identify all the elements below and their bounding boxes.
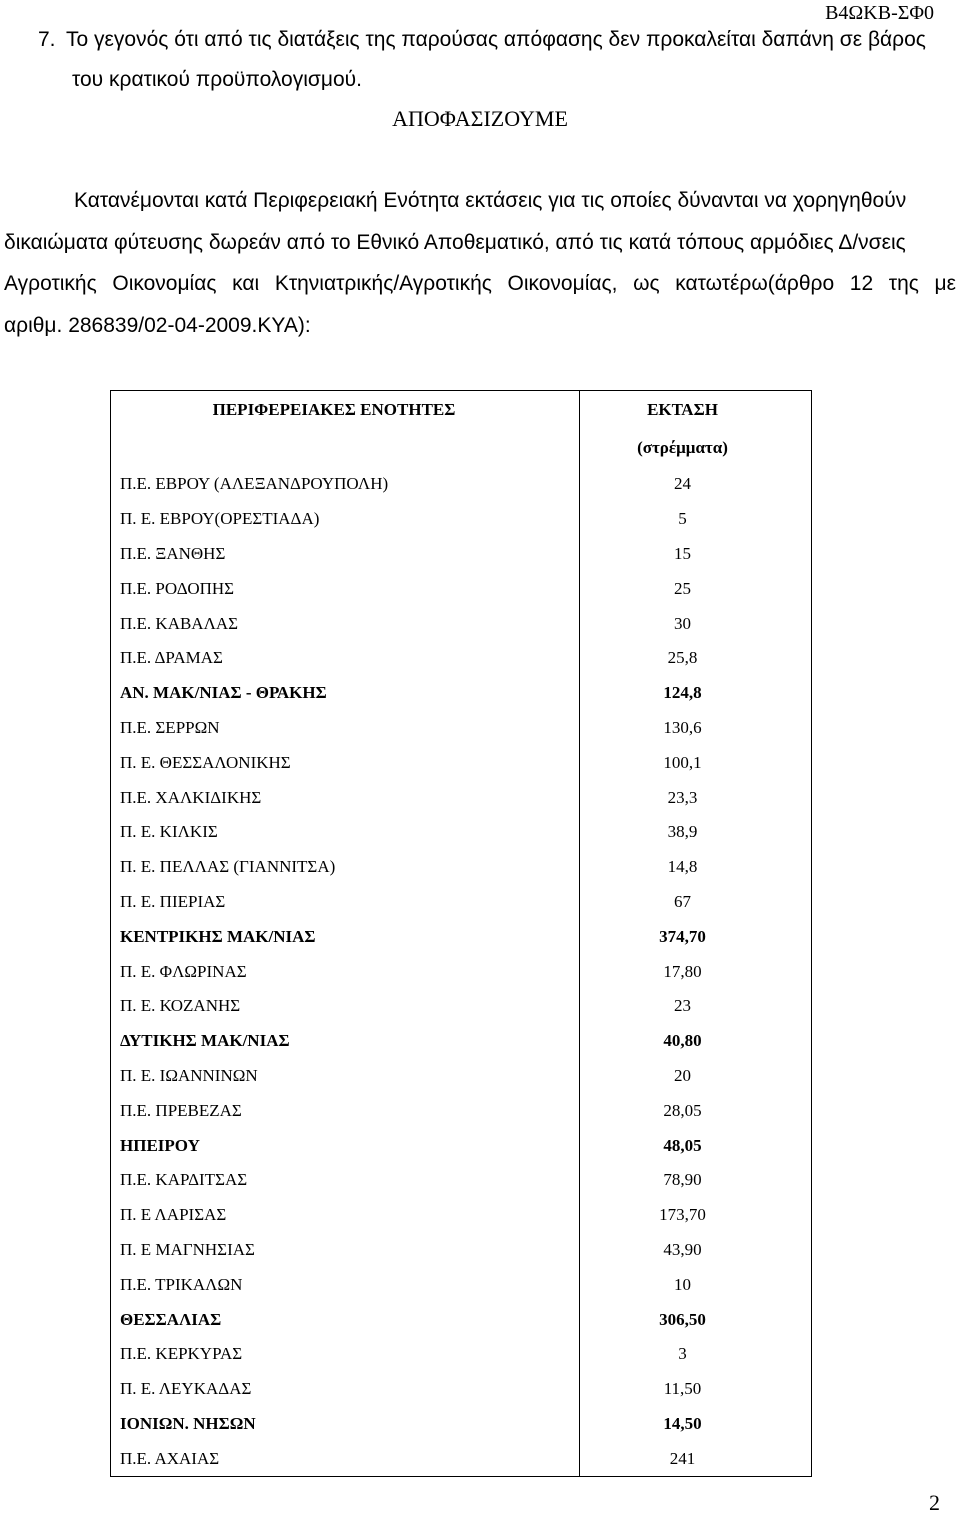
region-name-cell: Π. Ε. ΠΕΛΛΑΣ (ΓΙΑΝΝΙΤΣΑ) <box>120 857 336 877</box>
table-row <box>111 1233 812 1268</box>
area-value-cell: 306,50 <box>580 1302 812 1337</box>
region-name-cell: Π.Ε. ΤΡΙΚΑΛΩΝ <box>120 1274 243 1294</box>
region-name-cell: Π.Ε. ΣΕΡΡΩΝ <box>120 717 220 737</box>
table-row <box>111 1093 812 1128</box>
paragraph-line-1: Κατανέμονται κατά Περιφερειακή Ενότητα εκτάσεις για τις οποίες δύνανται να χορηγηθούν <box>74 189 907 212</box>
region-name-cell: Π. Ε. ΚΙΛΚΙΣ <box>120 822 218 842</box>
table-header-row <box>111 391 812 430</box>
area-value-cell: 173,70 <box>580 1198 812 1233</box>
region-name-cell: ΔΥΤΙΚΗΣ ΜΑΚ/ΝΙΑΣ <box>120 1031 290 1051</box>
region-name-cell: Π.Ε. ΑΧΑΙΑΣ <box>120 1448 220 1468</box>
region-name-cell: ΙΟΝΙΩΝ. ΝΗΣΩΝ <box>120 1413 256 1433</box>
region-name-cell: Π.Ε. ΚΑΒΑΛΑΣ <box>120 613 239 633</box>
area-value-cell: 38,9 <box>580 815 812 850</box>
table-row <box>111 989 812 1024</box>
region-name-cell: Π.Ε. ΚΑΡΔΙΤΣΑΣ <box>120 1170 248 1190</box>
table-subtotal-row <box>111 1302 812 1337</box>
table-row <box>111 1198 812 1233</box>
area-value-cell: 40,80 <box>580 1024 812 1059</box>
table-row <box>111 815 812 850</box>
table-row <box>111 641 812 676</box>
area-value-cell: 25 <box>580 571 812 606</box>
area-value-cell: 124,8 <box>580 676 812 711</box>
table-row <box>111 537 812 572</box>
area-value-cell: 23 <box>580 989 812 1024</box>
table-row <box>111 780 812 815</box>
region-name-cell: Π. Ε. ΚΟΖΑΝΗΣ <box>120 996 241 1016</box>
table-row <box>111 606 812 641</box>
item-7-number: 7. <box>38 28 56 51</box>
document-code: Β4ΩΚΒ-ΣΦ0 <box>825 2 934 24</box>
area-value-cell: 241 <box>580 1441 812 1476</box>
region-name-cell: Π. Ε. ΛΕΥΚΑΔΑΣ <box>120 1379 252 1399</box>
region-name-cell: Π. Ε. ΕΒΡΟΥ(ΟΡΕΣΤΙΑΔΑ) <box>120 509 320 529</box>
table-row <box>111 1059 812 1094</box>
allocation-table <box>110 390 812 1477</box>
area-value-cell: 78,90 <box>580 1163 812 1198</box>
table-row <box>111 467 812 502</box>
table-header-unit-row <box>111 429 812 467</box>
area-value-cell: 130,6 <box>580 711 812 746</box>
area-value-cell: 48,05 <box>580 1128 812 1163</box>
region-name-cell: Π.Ε. ΡΟΔΟΠΗΣ <box>120 578 235 598</box>
region-name-cell: Π. Ε. ΘΕΣΣΑΛΟΝΙΚΗΣ <box>120 752 291 772</box>
region-name-cell: Π. Ε. ΠΙΕΡΙΑΣ <box>120 891 226 911</box>
area-value-cell: 11,50 <box>580 1372 812 1407</box>
table-row <box>111 1337 812 1372</box>
table-row <box>111 954 812 989</box>
area-value-cell: 25,8 <box>580 641 812 676</box>
area-value-cell: 30 <box>580 606 812 641</box>
table-row <box>111 711 812 746</box>
area-value-cell: 23,3 <box>580 780 812 815</box>
region-name-cell: Π.Ε. ΔΡΑΜΑΣ <box>120 648 223 668</box>
region-name-cell: Π. Ε ΜΑΓΝΗΣΙΑΣ <box>120 1239 255 1259</box>
decision-heading: ΑΠΟΦΑΣΙΖΟΥΜΕ <box>392 106 568 131</box>
table-row <box>111 1267 812 1302</box>
item-7-text-line1: Το γεγονός ότι από τις διατάξεις της παρούσας απόφασης δεν προκαλείται δαπάνη σε βάρος <box>66 28 926 51</box>
area-value-cell: 20 <box>580 1059 812 1094</box>
column-header-regions-blank <box>111 429 580 467</box>
table-body <box>111 467 812 1477</box>
area-value-cell: 24 <box>580 467 812 502</box>
region-name-cell: Π. Ε. ΦΛΩΡΙΝΑΣ <box>120 961 247 981</box>
area-value-cell: 14,50 <box>580 1407 812 1442</box>
item-7-text-line2: του κρατικού προϋπολογισμού. <box>72 68 362 91</box>
table-subtotal-row <box>111 1128 812 1163</box>
area-value-cell: 43,90 <box>580 1233 812 1268</box>
area-value-cell: 100,1 <box>580 745 812 780</box>
paragraph-line-2: δικαιώματα φύτευσης δωρεάν από το Εθνικό Αποθεματικό, από τις κατά τόπους αρμόδιες Δ/νσεις <box>4 231 906 254</box>
table-row <box>111 1441 812 1476</box>
region-name-cell: ΘΕΣΣΑΛΙΑΣ <box>120 1309 222 1329</box>
area-value-cell: 28,05 <box>580 1093 812 1128</box>
region-name-cell: Π. Ε ΛΑΡΙΣΑΣ <box>120 1205 227 1225</box>
region-name-cell: Π.Ε. ΞΑΝΘΗΣ <box>120 543 226 563</box>
region-name-cell: Π.Ε. ΕΒΡΟΥ (ΑΛΕΞΑΝΔΡΟΥΠΟΛΗ) <box>120 474 389 494</box>
region-name-cell: Π.Ε. ΠΡΕΒΕΖΑΣ <box>120 1100 242 1120</box>
area-value-cell: 67 <box>580 885 812 920</box>
region-name-cell: Π.Ε. ΚΕΡΚΥΡΑΣ <box>120 1344 243 1364</box>
area-value-cell: 15 <box>580 537 812 572</box>
area-value-cell: 3 <box>580 1337 812 1372</box>
table-row <box>111 1163 812 1198</box>
region-name-cell: ΚΕΝΤΡΙΚΗΣ ΜΑΚ/ΝΙΑΣ <box>120 926 316 946</box>
region-name-cell: ΗΠΕΙΡΟΥ <box>120 1135 200 1155</box>
table-row <box>111 502 812 537</box>
area-value-cell: 17,80 <box>580 954 812 989</box>
region-name-cell: Π.Ε. ΧΑΛΚΙΔΙΚΗΣ <box>120 787 262 807</box>
table-subtotal-row <box>111 1407 812 1442</box>
table-subtotal-row <box>111 1024 812 1059</box>
paragraph-line-3: Αγροτικής Οικονομίας και Κτηνιατρικής/Αγροτικής Οικονομίας, ως κατωτέρω(άρθρο 12 της με <box>4 272 956 295</box>
area-value-cell: 14,8 <box>580 850 812 885</box>
table-subtotal-row <box>111 676 812 711</box>
region-name-cell: Π. Ε. ΙΩΑΝΝΙΝΩΝ <box>120 1065 258 1085</box>
table-subtotal-row <box>111 919 812 954</box>
page-number: 2 <box>929 1490 940 1515</box>
paragraph-line-4: αριθμ. 286839/02-04-2009.ΚΥΑ): <box>4 314 311 337</box>
column-header-regions: ΠΕΡΙΦΕΡΕΙΑΚΕΣ ΕΝΟΤΗΤΕΣ <box>212 400 456 419</box>
area-value-cell: 10 <box>580 1267 812 1302</box>
column-header-unit: (στρέμματα) <box>580 429 812 467</box>
column-header-area: ΕΚΤΑΣΗ <box>580 391 812 430</box>
table-row <box>111 745 812 780</box>
item-7 <box>38 28 926 52</box>
area-value-cell: 5 <box>580 502 812 537</box>
table-row <box>111 571 812 606</box>
table-row <box>111 1372 812 1407</box>
table-row <box>111 885 812 920</box>
region-name-cell: ΑΝ. ΜΑΚ/ΝΙΑΣ - ΘΡΑΚΗΣ <box>120 683 327 703</box>
table-row <box>111 850 812 885</box>
area-value-cell: 374,70 <box>580 919 812 954</box>
